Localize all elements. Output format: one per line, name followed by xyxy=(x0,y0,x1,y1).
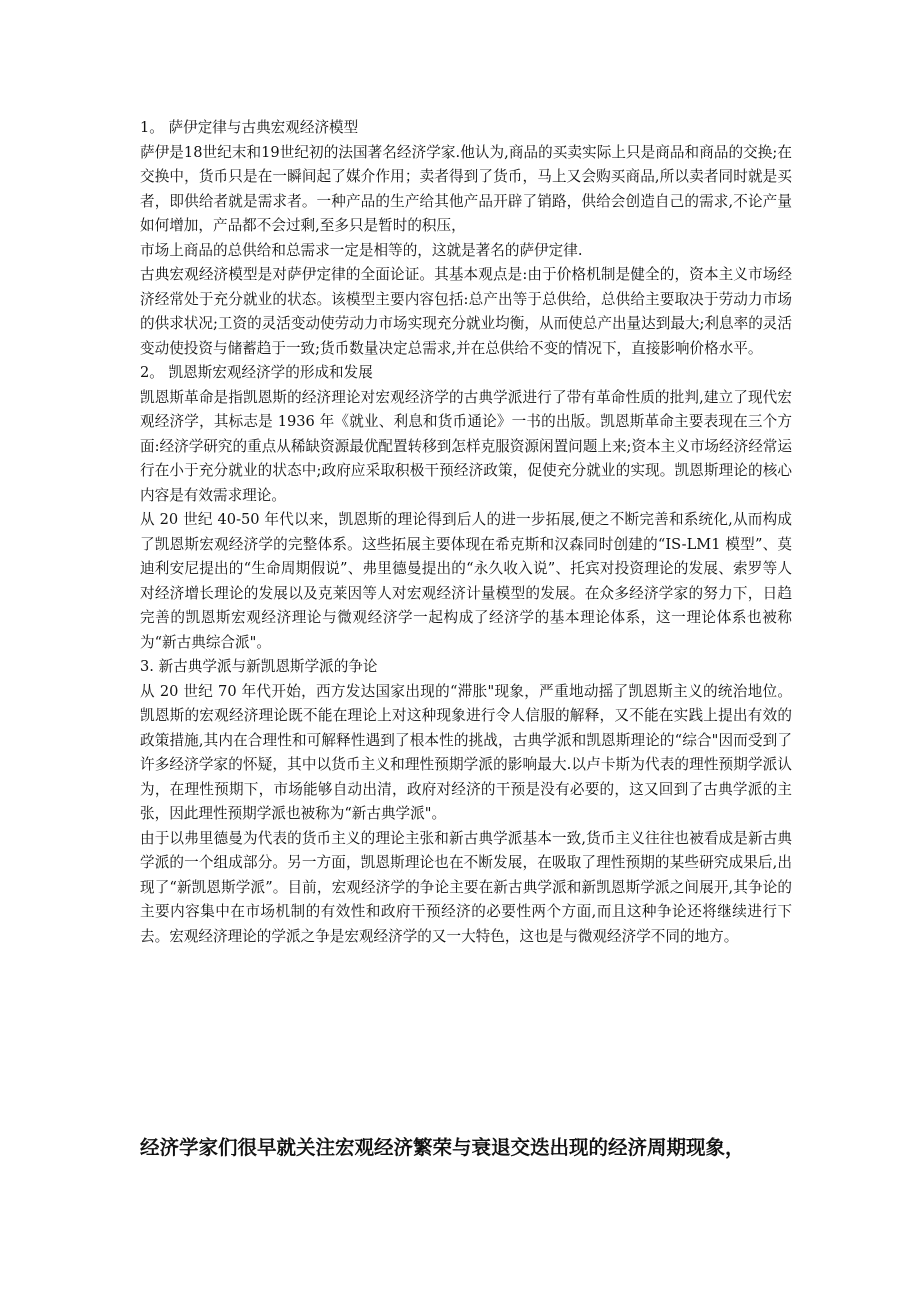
section-1-paragraph-3: 古典宏观经济模型是对萨伊定律的全面论证。其基本观点是:由于价格机制是健全的，资本主义市场经济经常处于充分就业的状态。该模型主要内容包括:总产出等于总供给，总供给主要取决于劳动力市场的供求状况;工资的灵活变动使劳动力市场实现充分就业均衡，从而使总产出量达到最大;利息率的灵活变动使投资与储蓄趋于一致;货币数量决定总需求,并在总供给不变的情况下，直接影响价格水平。 xyxy=(140,266,792,357)
document-body xyxy=(140,116,792,949)
section-1-paragraph-2: 市场上商品的总供给和总需求一定是相等的，这就是著名的萨伊定律. xyxy=(140,241,583,259)
section-1-paragraph-1: 萨伊是18世纪末和19世纪初的法国著名经济学家.他认为,商品的买卖实际上只是商品和商品的交换;在交换中，货币只是在一瞬间起了媒介作用；卖者得到了货币，马上又会购买商品,所以卖者同时就是买者，即供给者就是需求者。一种产品的生产给其他产品开辟了销路，供给会创造自己的需求,不论产量如何增加，产品都不会过剩,至多只是暂时的积压， xyxy=(140,143,792,234)
section-1-heading: 1。 萨伊定律与古典宏观经济模型 xyxy=(140,119,359,136)
section-2-paragraph-2: 从 20 世纪 40-50 年代以来，凯恩斯的理论得到后人的进一步拓展,便之不断完善和系统化,从而构成了凯恩斯宏观经济学的完整体系。这些拓展主要体现在希克斯和汉森同时创建的“IS-LM1 模型”、莫迪利安尼提出的“生命周期假说”、弗里德曼提出的“永久收入说”、托宾对投资理论的发展、索罗等人对经济增长理论的发展以及克莱因等人对宏观经济计量模型的发展。在众多经济学家的努力下，日趋完善的凯恩斯宏观经济理论与微观经济学一起构成了经济学的基本理论体系，这一理论体系也被称为“新古典综合派"。 xyxy=(140,511,792,651)
section-3-paragraph-2: 由于以弗里德曼为代表的货币主义的理论主张和新古典学派基本一致,货币主义往往也被看成是新古典学派的一个组成部分。另一方面，凯恩斯理论也在不断发展，在吸取了理性预期的某些研究成果后,出现了“新凯恩斯学派”。目前，宏观经济学的争论主要在新古典学派和新凯恩斯学派之间展开,其争论的主要内容集中在市场机制的有效性和政府干预经济的必要性两个方面,而且这种争论还将继续进行下去。宏观经济理论的学派之争是宏观经济学的又一大特色，这也是与微观经济学不同的地方。 xyxy=(140,829,792,945)
bold-topic-sentence: 经济学家们很早就关注宏观经济繁荣与衰退交迭出现的经济周期现象， xyxy=(140,1136,745,1159)
section-3-paragraph-1: 从 20 世纪 70 年代开始，西方发达国家出现的“滞胀"现象，严重地动摇了凯恩斯主义的统治地位。凯恩斯的宏观经济理论既不能在理论上对这种现象进行令人信服的解释，又不能在实践上提出有效的政策措施,其内在合理性和可解释性遇到了根本性的挑战，古典学派和凯恩斯理论的“综合"因而受到了许多经济学家的怀疑，其中以货币主义和理性预期学派的影响最大.以卢卡斯为代表的理性预期学派认为，在理性预期下，市场能够自动出清，政府对经济的干预是没有必要的，这又回到了古典学派的主张，因此理性预期学派也被称为“新古典学派"。 xyxy=(140,682,792,822)
section-3-heading: 3. 新古典学派与新凯恩斯学派的争论 xyxy=(140,658,378,675)
section-2-paragraph-1: 凯恩斯革命是指凯恩斯的经济理论对宏观经济学的古典学派进行了带有革命性质的批判,建立了现代宏观经济学，其标志是 1936 年《就业、利息和货币通论》一书的出版。凯恩斯革命主要表现在三个方面:经济学研究的重点从稀缺资源最优配置转移到怎样克服资源闲置问题上来;资本主义市场经济经常运行在小于充分就业的状态中;政府应采取积极干预经济政策，促使充分就业的实现。凯恩斯理论的核心内容是有效需求理论。 xyxy=(140,388,792,504)
section-2-heading: 2。 凯恩斯宏观经济学的形成和发展 xyxy=(140,364,373,381)
